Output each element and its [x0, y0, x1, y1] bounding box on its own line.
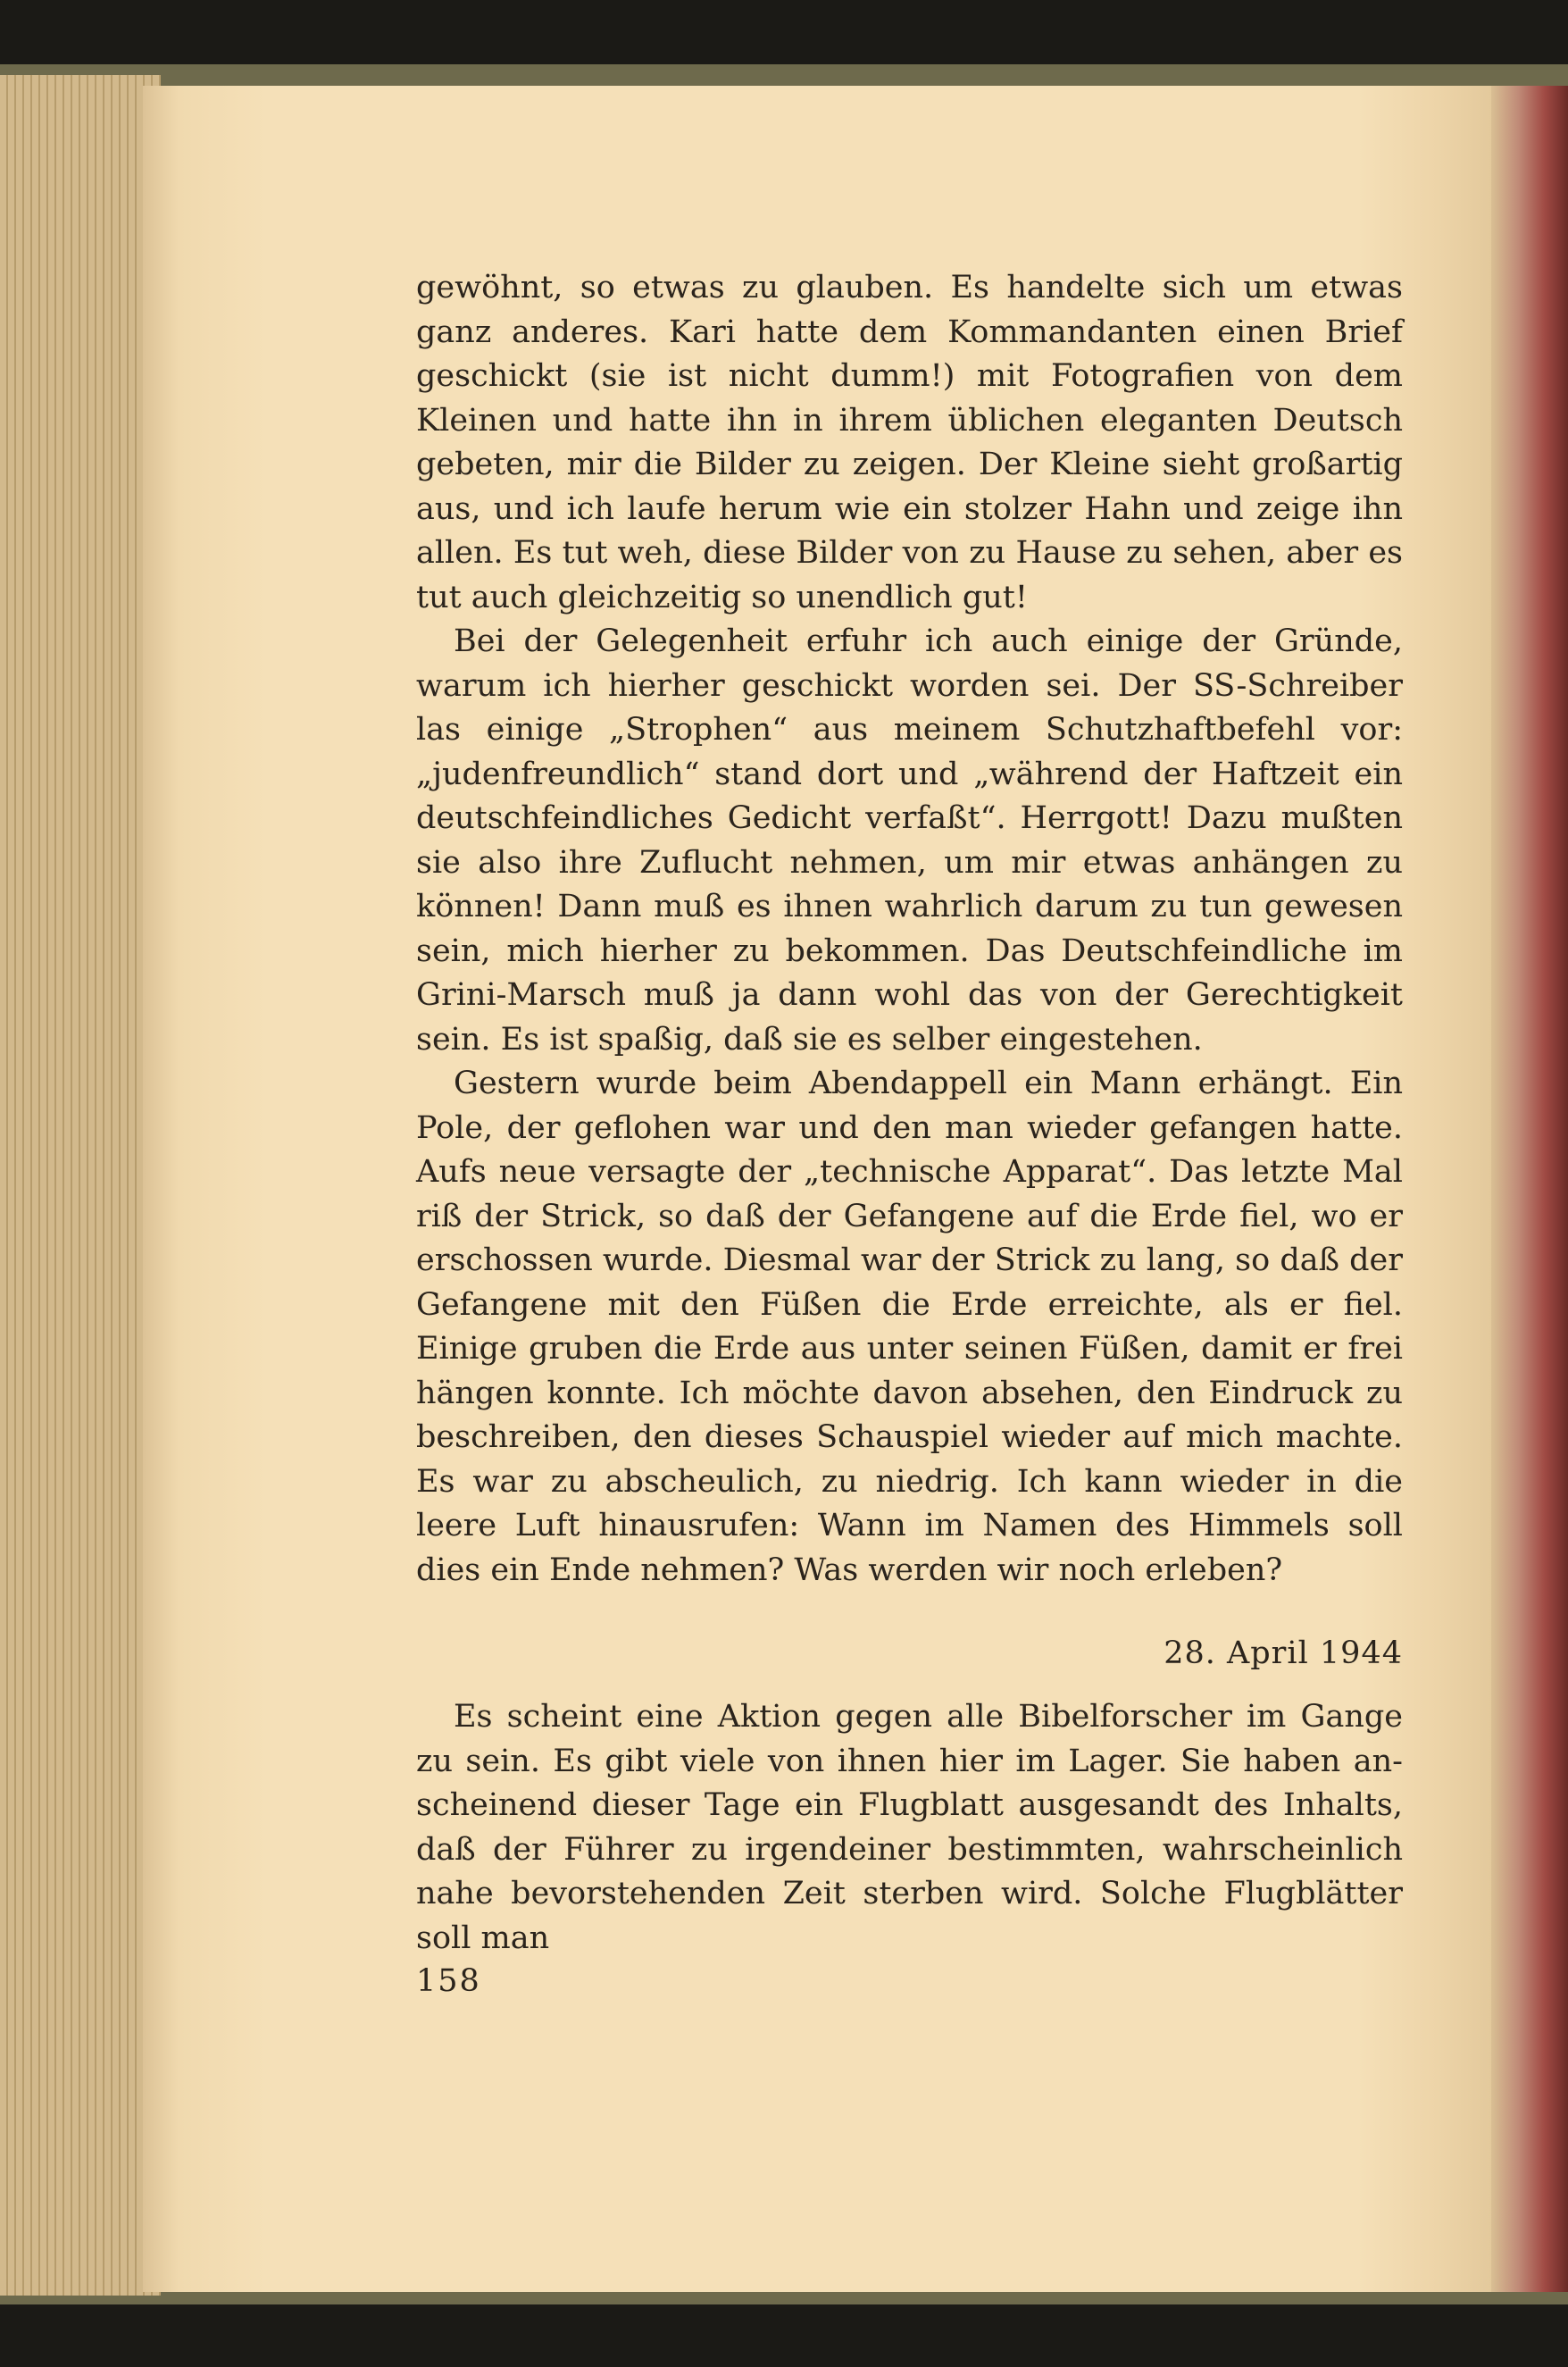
page-edges	[0, 75, 161, 2296]
page-number: 158	[416, 1963, 481, 1999]
diary-date: 28. April 1944	[1163, 1635, 1403, 1671]
paragraph-bibelforscher: Es scheint eine Aktion gegen alle Bibelforscher im Gange zu sein. Es gibt viele von ihnen hier im Lager. Sie haben anscheinend dieser Tage ein Flugblatt ausgesandt des Inhalts, daß der Führer zu irgendeiner bestimmten, wahrscheinlich nahe bevorstehenden Zeit sterben wird. Solche Flugblätter soll man	[416, 1699, 1403, 1956]
body-text	[416, 266, 1403, 1593]
paragraph-continuation: gewöhnt, so etwas zu glauben. Es handelte sich um etwas ganz anderes. Kari hatte dem Kommandanten einen Brief geschickt (sie ist nicht dumm!) mit Fotografien von dem Kleinen und hatte ihn in ihrem üblichen eleganten Deutsch gebeten, mir die Bilder zu zeigen. Der Kleine sieht großartig aus, und ich laufe herum wie ein stolzer Hahn und zeige ihn allen. Es tut weh, diese Bilder von zu Hause zu sehen, aber es tut auch gleichzeitig so unendlich gut!	[416, 270, 1403, 615]
book-spine-edge	[1491, 86, 1568, 2292]
entry-text	[416, 1695, 1403, 1961]
paragraph-reasons: Bei der Gelegenheit erfuhr ich auch einige der Gründe, warum ich hierher geschickt worden sei. Der SS-Schreiber las einige „Strophen“ aus meinem Schutzhaftbefehl vor: „judenfreundlich“ stand dort und „während der Haftzeit ein deutschfeindliches Gedicht verfaßt“. Herrgott! Dazu mußten sie also ihre Zuflucht nehmen, um mir etwas anhängen zu können! Dann muß es ihnen wahrlich darum zu tun gewesen sein, mich hierher zu bekommen. Das Deutschfeindliche im Grini-Marsch muß ja dann wohl das von der Gerechtigkeit sein. Es ist spaßig, daß sie es selber eingestehen.	[416, 623, 1403, 1058]
paragraph-hanging: Gestern wurde beim Abendappell ein Mann erhängt. Ein Pole, der geflohen war und den man wieder gefangen hatte. Aufs neue versagte der „technische Apparat“. Das letzte Mal riß der Strick, so daß der Gefangene auf die Erde fiel, wo er erschossen wurde. Diesmal war der Strick zu lang, so daß der Gefangene mit den Füßen die Erde erreichte, als er fiel. Einige gruben die Erde aus unter seinen Füßen, damit er frei hängen konnte. Ich möchte davon absehen, den Eindruck zu beschreiben, den dieses Schauspiel wieder auf mich machte. Es war zu abscheulich, zu niedrig. Ich kann wieder in die leere Luft hinausrufen: Wann im Namen des Himmels soll dies ein Ende nehmen? Was werden wir noch erleben?	[416, 1066, 1403, 1588]
